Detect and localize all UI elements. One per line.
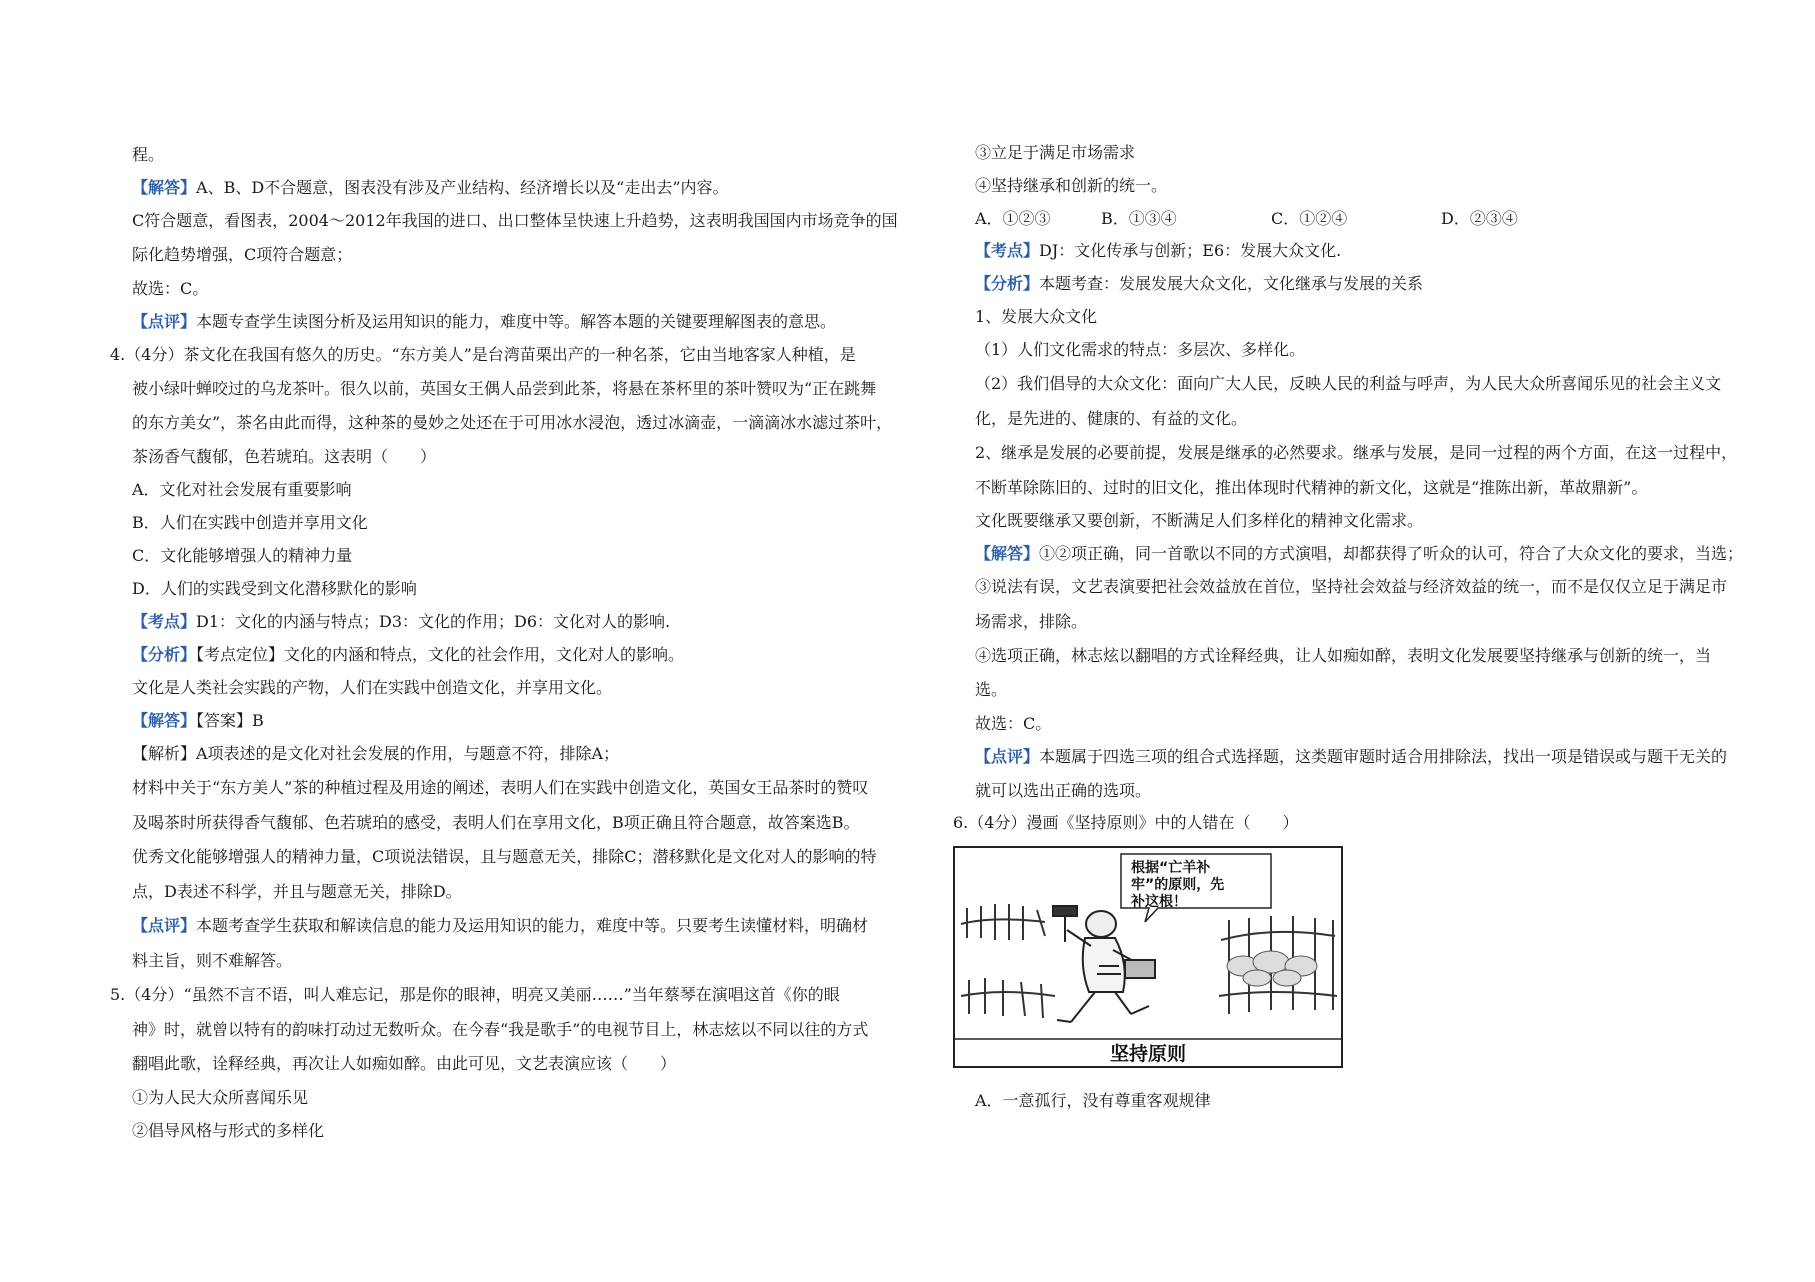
q3-review	[132, 311, 836, 333]
q4-option-a: A．文化对社会发展有重要影响	[132, 480, 352, 499]
jieda-text: 【答案】B	[196, 711, 264, 730]
q5-analysis-p3b: 化，是先进的、健康的、有益的文化。	[975, 409, 1248, 428]
q4-explain-line1: 【解析】A项表述的是文化对社会发展的作用，与题意不符，排除A；	[132, 744, 620, 763]
q4-explain-line3: 及喝茶时所获得香气馥郁、色若琥珀的感受，表明人们在享用文化，B项正确且符合题意，故答案选B。	[132, 813, 860, 832]
q6-stem: 6.（4分）漫画《坚持原则》中的人错在（ ）	[953, 813, 1299, 832]
fenxi-text: 本题考查：发展发展大众文化，文化继承与发展的关系	[1039, 274, 1424, 293]
speech-line2: 牢”的原则，先	[1131, 877, 1225, 893]
q5-item2: ②倡导风格与形式的多样化	[132, 1121, 325, 1140]
q5-review	[975, 746, 1727, 768]
q5-option-b: B．①③④	[1101, 209, 1177, 228]
q4-explain-line4: 优秀文化能够增强人的精神力量，C项说法错误，且与题意无关，排除C；潜移默化是文化对人的影响的特	[132, 847, 877, 866]
jieda-tag: 【解答】	[975, 544, 1040, 563]
q5-stem-line1: 5.（4分）“虽然不言不语，叫人难忘记，那是你的眼神，明亮又美丽……”当年蔡琴在演唱这首《你的眼	[110, 985, 840, 1004]
jieda-text: ①②项正确，同一首歌以不同的方式演唱，却都获得了听众的认可，符合了大众文化的要求，当选；	[1039, 544, 1744, 563]
q6-option-a: A．一意孤行，没有尊重客观规律	[975, 1091, 1211, 1110]
fenxi-text: 【考点定位】文化的内涵和特点，文化的社会作用，文化对人的影响。	[196, 645, 685, 664]
q5-option-a: A．①②③	[975, 209, 1051, 228]
q4-review-line2: 料主旨，则不难解答。	[132, 951, 293, 970]
q3-answer	[132, 177, 729, 199]
q4-fenxi	[132, 644, 684, 666]
q5-analysis-p5: 文化既要继承又要创新，不断满足人们多样化的精神文化需求。	[975, 511, 1424, 530]
q3-c-line2: 际化趋势增强，C项符合题意；	[132, 245, 353, 264]
q5-jieda-line3b: 选。	[975, 680, 1008, 699]
review-text: 本题考查学生获取和解读信息的能力及运用知识的能力，难度中等。只要考生读懂材料，明确材	[196, 916, 869, 935]
q5-analysis-p2: （1）人们文化需求的特点：多层次、多样化。	[975, 340, 1306, 359]
q5-jieda-line3: ④选项正确，林志炫以翻唱的方式诠释经典，让人如痴如醉，表明文化发展要坚持继承与创新的统一，当	[975, 646, 1712, 665]
q5-analysis-p3: （2）我们倡导的大众文化：面向广大人民，反映人民的利益与呼声，为人民大众所喜闻乐见的社会主义文	[975, 374, 1722, 393]
q4-review	[132, 915, 868, 937]
answer-text: A、B、D不合题意，图表没有涉及产业结构、经济增长以及“走出去”内容。	[196, 178, 729, 197]
q5-stem-line3: 翻唱此歌，诠释经典，再次让人如痴如醉。由此可见，文艺表演应该（ ）	[132, 1054, 677, 1073]
q4-kaodian	[132, 611, 670, 633]
q5-analysis-p4b: 不断革除陈旧的、过时的旧文化，推出体现时代精神的新文化，这就是“推陈出新，革故鼎新”。	[975, 478, 1648, 497]
fenxi-tag: 【分析】	[975, 274, 1040, 293]
q3-continuation: 程。	[132, 145, 165, 164]
q5-analysis-p1: 1、发展大众文化	[975, 307, 1098, 326]
q5-jieda-line2b: 场需求，排除。	[975, 612, 1088, 631]
q5-analysis-p4: 2、继承是发展的必要前提，发展是继承的必然要求。继承与发展，是同一过程的两个方面，在这一过程中，	[975, 443, 1738, 462]
q4-option-d: D．人们的实践受到文化潜移默化的影响	[132, 579, 417, 598]
fenxi-tag: 【分析】	[132, 645, 197, 664]
review-text: 本题属于四选三项的组合式选择题，这类题审题时适合用排除法，找出一项是错误或与题干无关的	[1039, 747, 1728, 766]
q3-choose: 故选：C。	[132, 279, 209, 298]
q5-jieda	[975, 543, 1743, 565]
answer-tag: 【解答】	[132, 178, 197, 197]
cartoon-caption: 坚持原则	[1109, 1043, 1187, 1065]
q5-item4: ④坚持继承和创新的统一。	[975, 176, 1168, 195]
q4-explain-line2: 材料中关于“东方美人”茶的种植过程及用途的阐述，表明人们在实践中创造文化，英国女王品茶时的赞叹	[132, 778, 869, 797]
q4-stem-line1: 4.（4分）茶文化在我国有悠久的历史。“东方美人”是台湾苗栗出产的一种名茶，它由当地客家人种植，是	[110, 345, 856, 364]
q5-kaodian	[975, 240, 1341, 262]
kaodian-tag: 【考点】	[132, 612, 197, 631]
q4-jieda	[132, 710, 264, 732]
q5-option-c: C．①②④	[1271, 209, 1348, 228]
cartoon-illustration	[953, 846, 1343, 1068]
jieda-tag: 【解答】	[132, 711, 197, 730]
kaodian-tag: 【考点】	[975, 241, 1040, 260]
q5-review-line2: 就可以选出正确的选项。	[975, 781, 1152, 800]
q4-option-b: B．人们在实践中创造并享用文化	[132, 513, 368, 532]
q5-jieda-line2: ③说法有误，文艺表演要把社会效益放在首位，坚持社会效益与经济效益的统一，而不是仅仅立足于满足市	[975, 577, 1728, 596]
review-tag: 【点评】	[132, 916, 197, 935]
kaodian-text: D1：文化的内涵与特点；D3：文化的作用；D6：文化对人的影响.	[196, 612, 671, 631]
review-text: 本题专查学生读图分析及运用知识的能力，难度中等。解答本题的关键要理解图表的意思。	[196, 312, 837, 331]
q5-stem-line2: 神》时，就曾以特有的韵味打动过无数听众。在今春“我是歌手”的电视节目上，林志炫以不同以往的方式	[132, 1020, 869, 1039]
q4-fenxi-line2: 文化是人类社会实践的产物，人们在实践中创造文化，并享用文化。	[132, 678, 613, 697]
review-tag: 【点评】	[132, 312, 197, 331]
kaodian-text: DJ：文化传承与创新；E6：发展大众文化.	[1039, 241, 1342, 260]
q5-item3: ③立足于满足市场需求	[975, 143, 1136, 162]
q4-stem-line3: 的东方美女”，茶名由此而得，这种茶的曼妙之处还在于可用冰水浸泡，透过冰滴壶，一滴滴冰水滤过茶叶，	[132, 413, 893, 432]
q4-option-c: C．文化能够增强人的精神力量	[132, 546, 353, 565]
q5-option-d: D．②③④	[1441, 209, 1518, 228]
q3-c-line1: C符合题意，看图表，2004～2012年我国的进口、出口整体呈快速上升趋势，这表明我国国内市场竞争的国	[132, 211, 898, 230]
q4-explain-line5: 点，D表述不科学，并且与题意无关，排除D。	[132, 882, 462, 901]
q5-item1: ①为人民大众所喜闻乐见	[132, 1088, 309, 1107]
q4-stem-line2: 被小绿叶蝉咬过的乌龙茶叶。很久以前，英国女王偶人品尝到此茶，将悬在茶杯里的茶叶赞叹为“正在跳舞	[132, 379, 877, 398]
review-tag: 【点评】	[975, 747, 1040, 766]
q4-stem-line4: 茶汤香气馥郁，色若琥珀。这表明（ ）	[132, 447, 437, 466]
speech-line1: 根据“亡羊补	[1131, 860, 1211, 876]
speech-line3: 补这根！	[1131, 894, 1187, 910]
q5-fenxi	[975, 273, 1423, 295]
q5-choose: 故选：C。	[975, 714, 1052, 733]
